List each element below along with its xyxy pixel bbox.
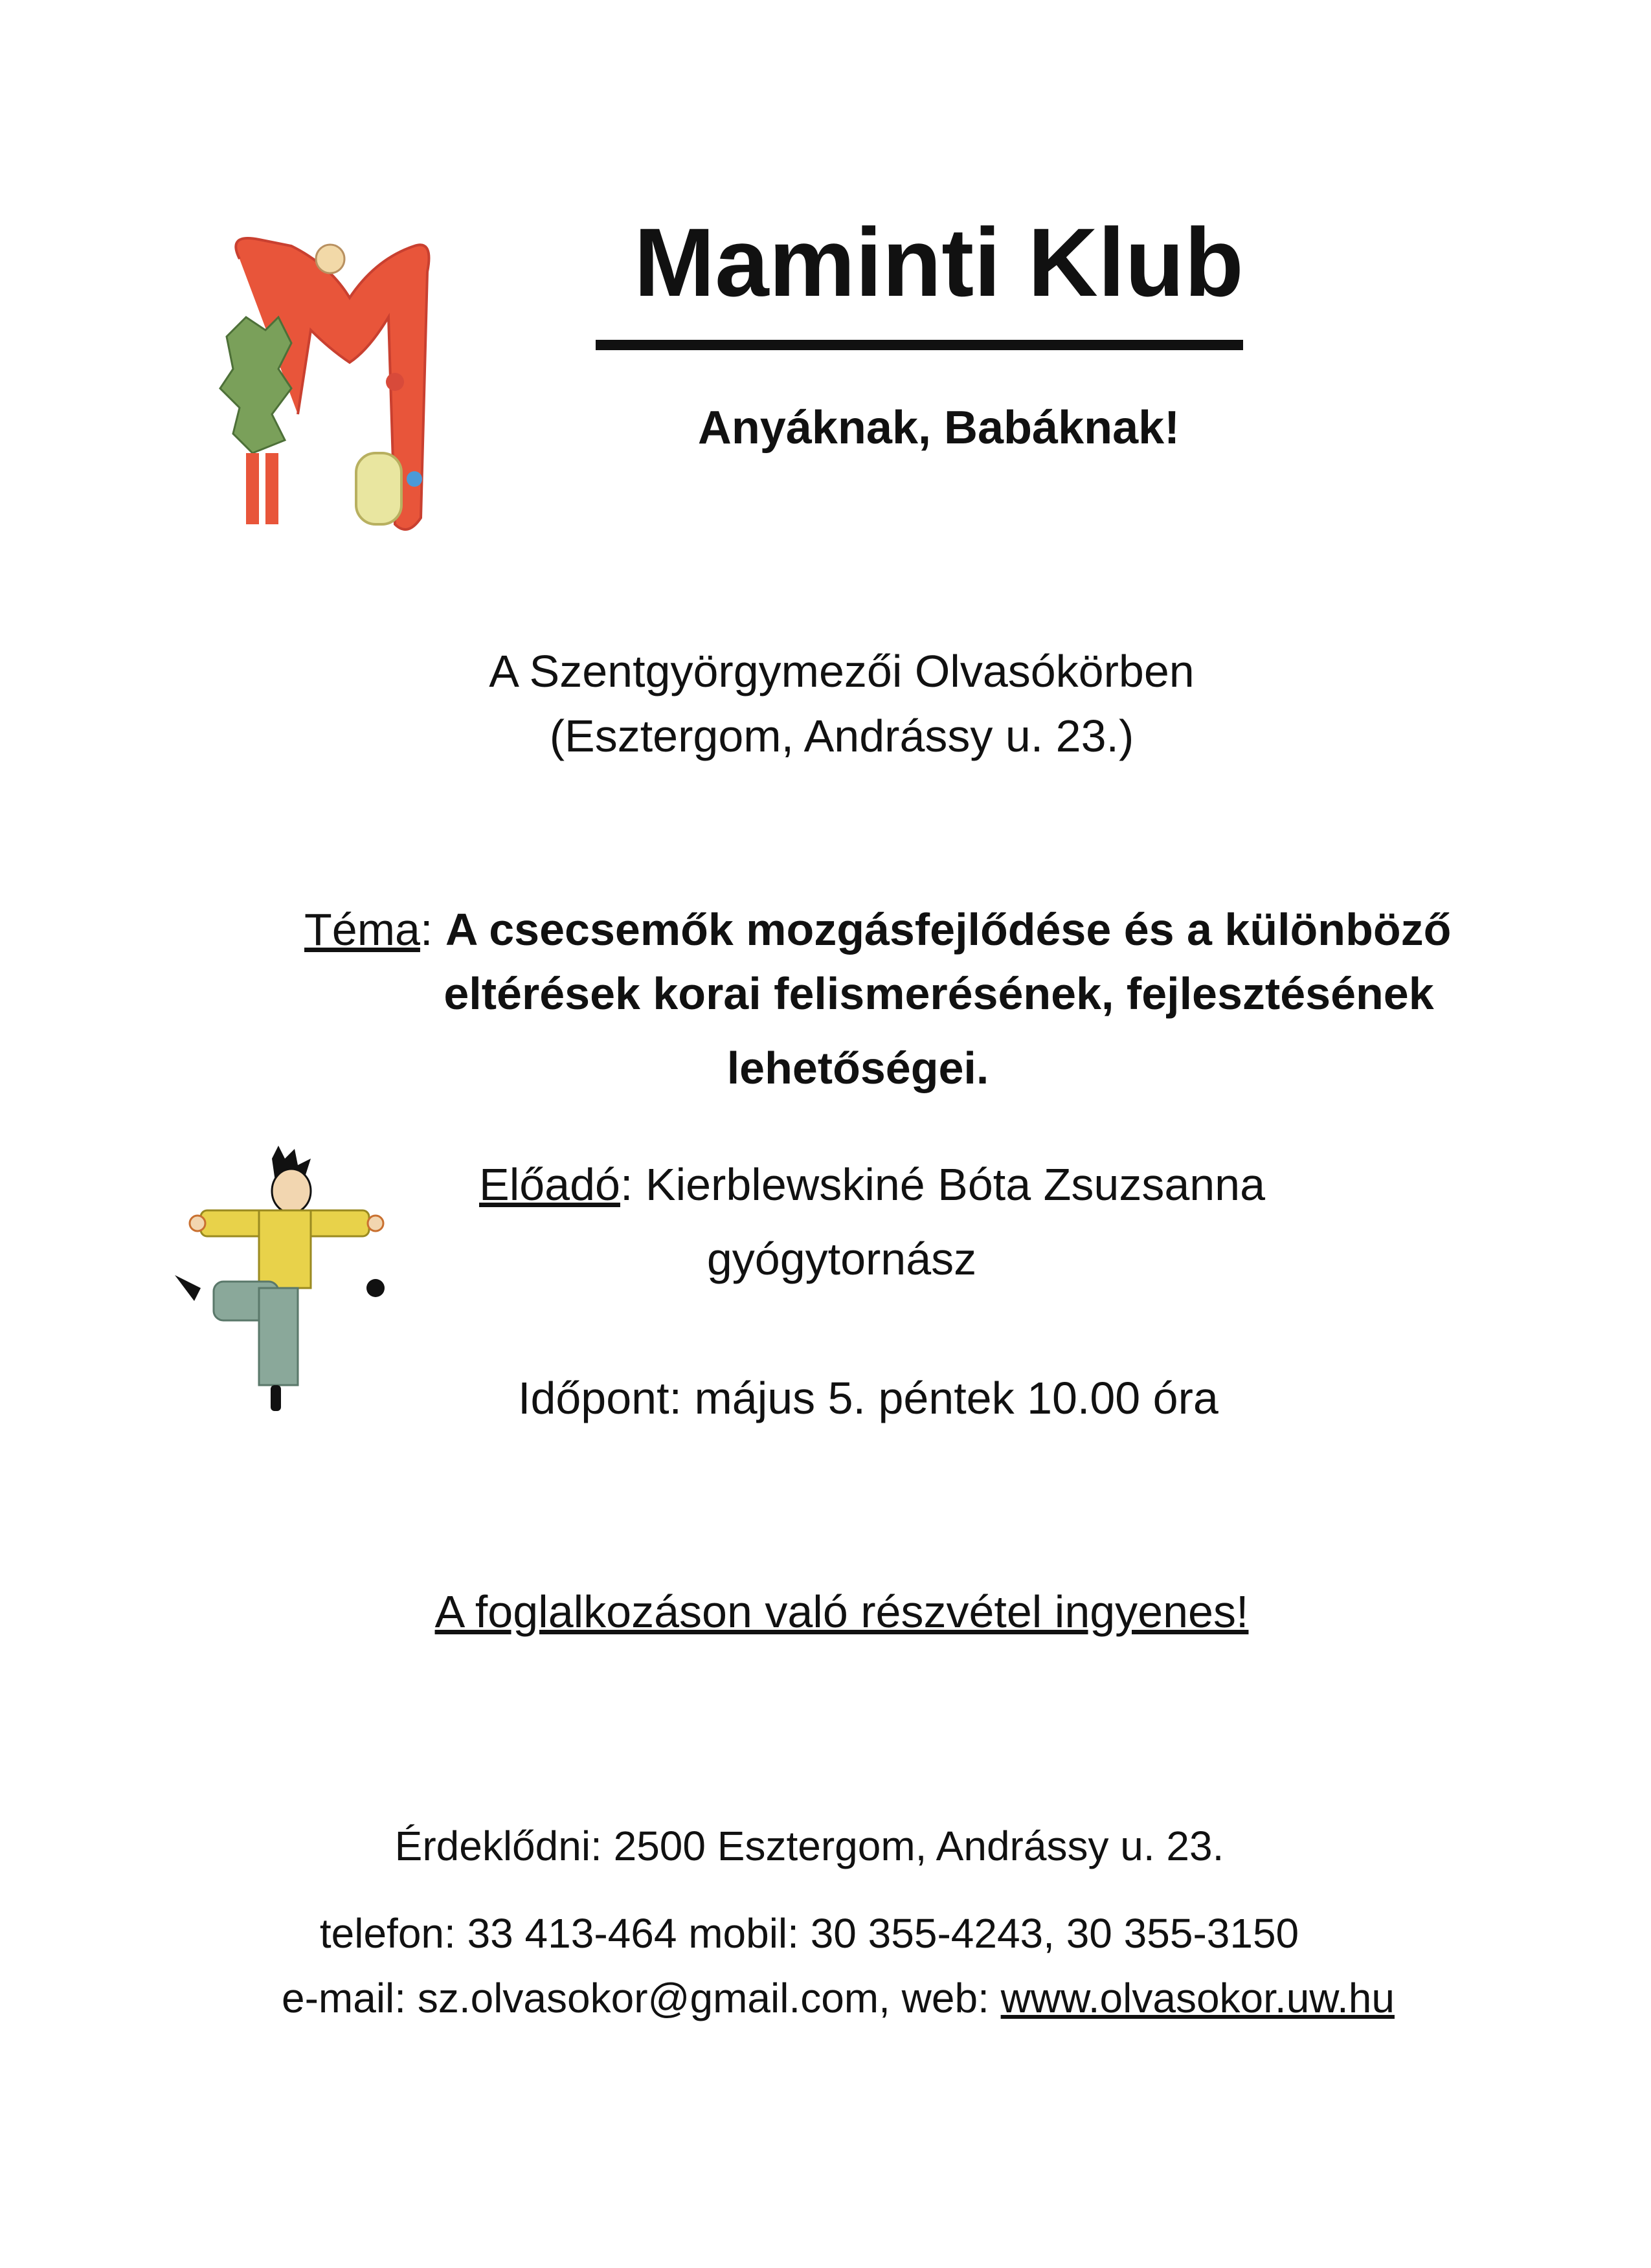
subtitle: Anyáknak, Babáknak! <box>697 402 1180 454</box>
letter-m-logo-illustration <box>201 220 460 544</box>
topic-colon: : <box>420 904 445 955</box>
website-link[interactable]: www.olvasokor.uw.hu <box>1000 1975 1395 2021</box>
venue-line-1: A Szentgyörgymezői Olvasókörben <box>489 646 1195 696</box>
event-time: Időpont: május 5. péntek 10.00 óra <box>518 1373 1219 1423</box>
presenter-label: Előadó <box>479 1159 620 1210</box>
dancing-boy-illustration <box>162 1146 408 1418</box>
topic-text-1: A csecsemők mozgásfejlődése és a különböző <box>445 904 1452 955</box>
title-underline <box>596 340 1243 350</box>
contact-email-web <box>282 1974 1447 2022</box>
page-title: Maminti Klub <box>634 208 1244 317</box>
contact-phone: telefon: 33 413-464 mobil: 30 355-4243, 30 355-3150 <box>319 1910 1299 1957</box>
contact-inquiry: Érdeklődni: 2500 Esztergom, Andrássy u. 23. <box>394 1823 1224 1869</box>
venue-line-2: (Esztergom, Andrássy u. 23.) <box>549 711 1134 761</box>
topic-label: Téma <box>304 904 420 955</box>
free-participation-notice: A foglalkozáson való részvétel ingyenes! <box>434 1586 1249 1637</box>
presenter-name: Kierblewskiné Bóta Zsuzsanna <box>645 1159 1266 1210</box>
topic-line-1 <box>304 893 1470 966</box>
presenter-role: gyógytornász <box>706 1234 977 1284</box>
contact-email: e-mail: sz.olvasokor@gmail.com, web: <box>282 1975 1001 2021</box>
presenter-colon: : <box>620 1159 646 1210</box>
presenter-line <box>479 1159 1386 1210</box>
topic-line-3: lehetőségei. <box>726 1043 989 1093</box>
topic-line-2: eltérések korai felismerésének, fejlesztésének <box>444 968 1434 1019</box>
